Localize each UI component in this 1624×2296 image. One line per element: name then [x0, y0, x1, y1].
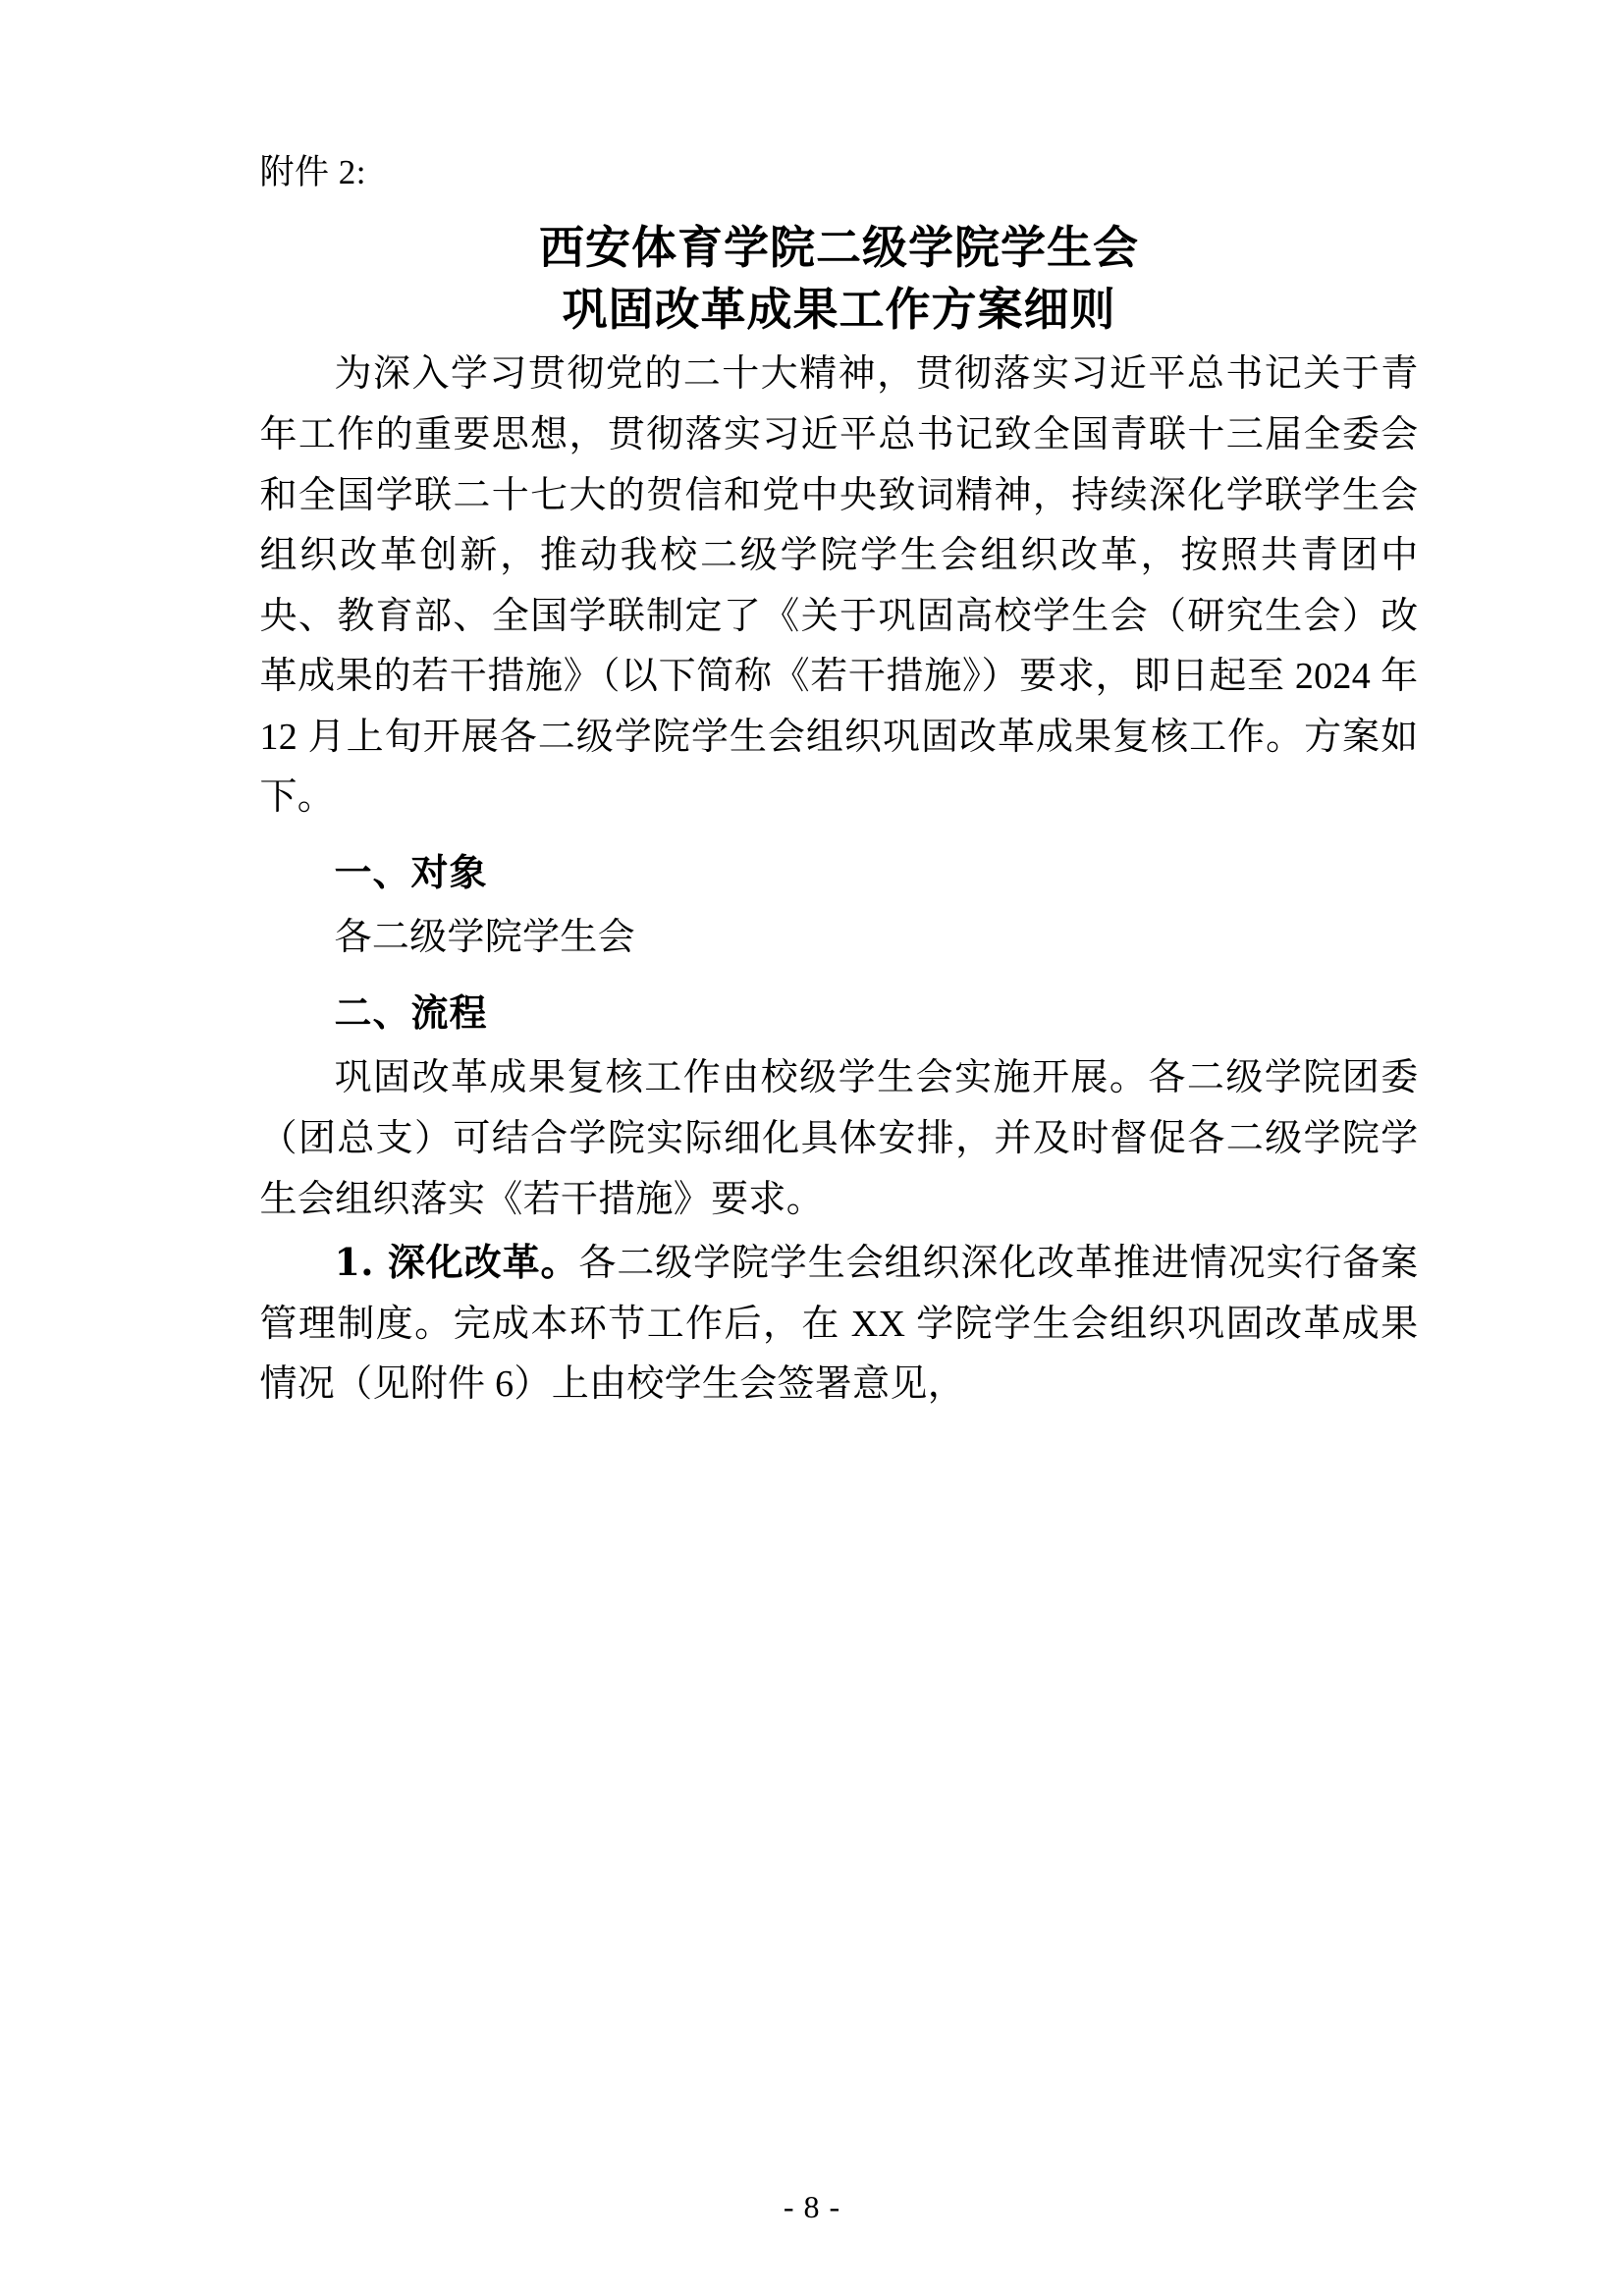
- section-heading-object: 一、对象: [334, 849, 488, 894]
- intro-paragraph: 为深入学习贯彻党的二十大精神，贯彻落实习近平总书记关于青年工作的重要思想，贯彻落实习近平总书记致全国青联十三届全委会和全国学联二十七大的贺信和党中央致词精神，持续深化学联学生会组织改革创新，推动我校二级学院学生会组织改革，按照共青团中央、教育部、全国学联制定了《关于巩固高校学生会（研究生会）改革成果的若干措施》（以下简称《若干措施》）要求，即日起至 2024 年 12 月上旬开展各二级学院学生会组织巩固改革成果复核工作。方案如下。: [259, 353, 1419, 819]
- attachment-label: 附件 2:: [259, 153, 366, 191]
- section-process-paragraph: 巩固改革成果复核工作由校级学生会实施开展。各二级学院团委（团总支）可结合学院实际细化具体安排，并及时督促各二级学院学生会组织落实《若干措施》要求。: [259, 1057, 1419, 1220]
- section-object-paragraph: 各二级学院学生会: [334, 917, 635, 959]
- item-1-paragraph: [260, 1232, 1419, 1415]
- item-1-text: 各二级学院学生会组织深化改革推进情况实行备案管理制度。完成本环节工作后，在 XX 学院学生会组织巩固改革成果情况（见附件 6）上由校学生会签署意见，: [259, 1243, 1419, 1406]
- page-title-line-1: 西安体育学院二级学院学生会: [539, 220, 1139, 274]
- page-number: - 8 -: [783, 2189, 841, 2224]
- item-1-label: 1. 深化改革。: [334, 1240, 579, 1285]
- section-heading-process: 二、流程: [334, 989, 488, 1035]
- page-title: [260, 217, 1419, 342]
- document-body: [260, 147, 1419, 1415]
- page-title-line-2: 巩固改革成果工作方案细则: [562, 282, 1116, 336]
